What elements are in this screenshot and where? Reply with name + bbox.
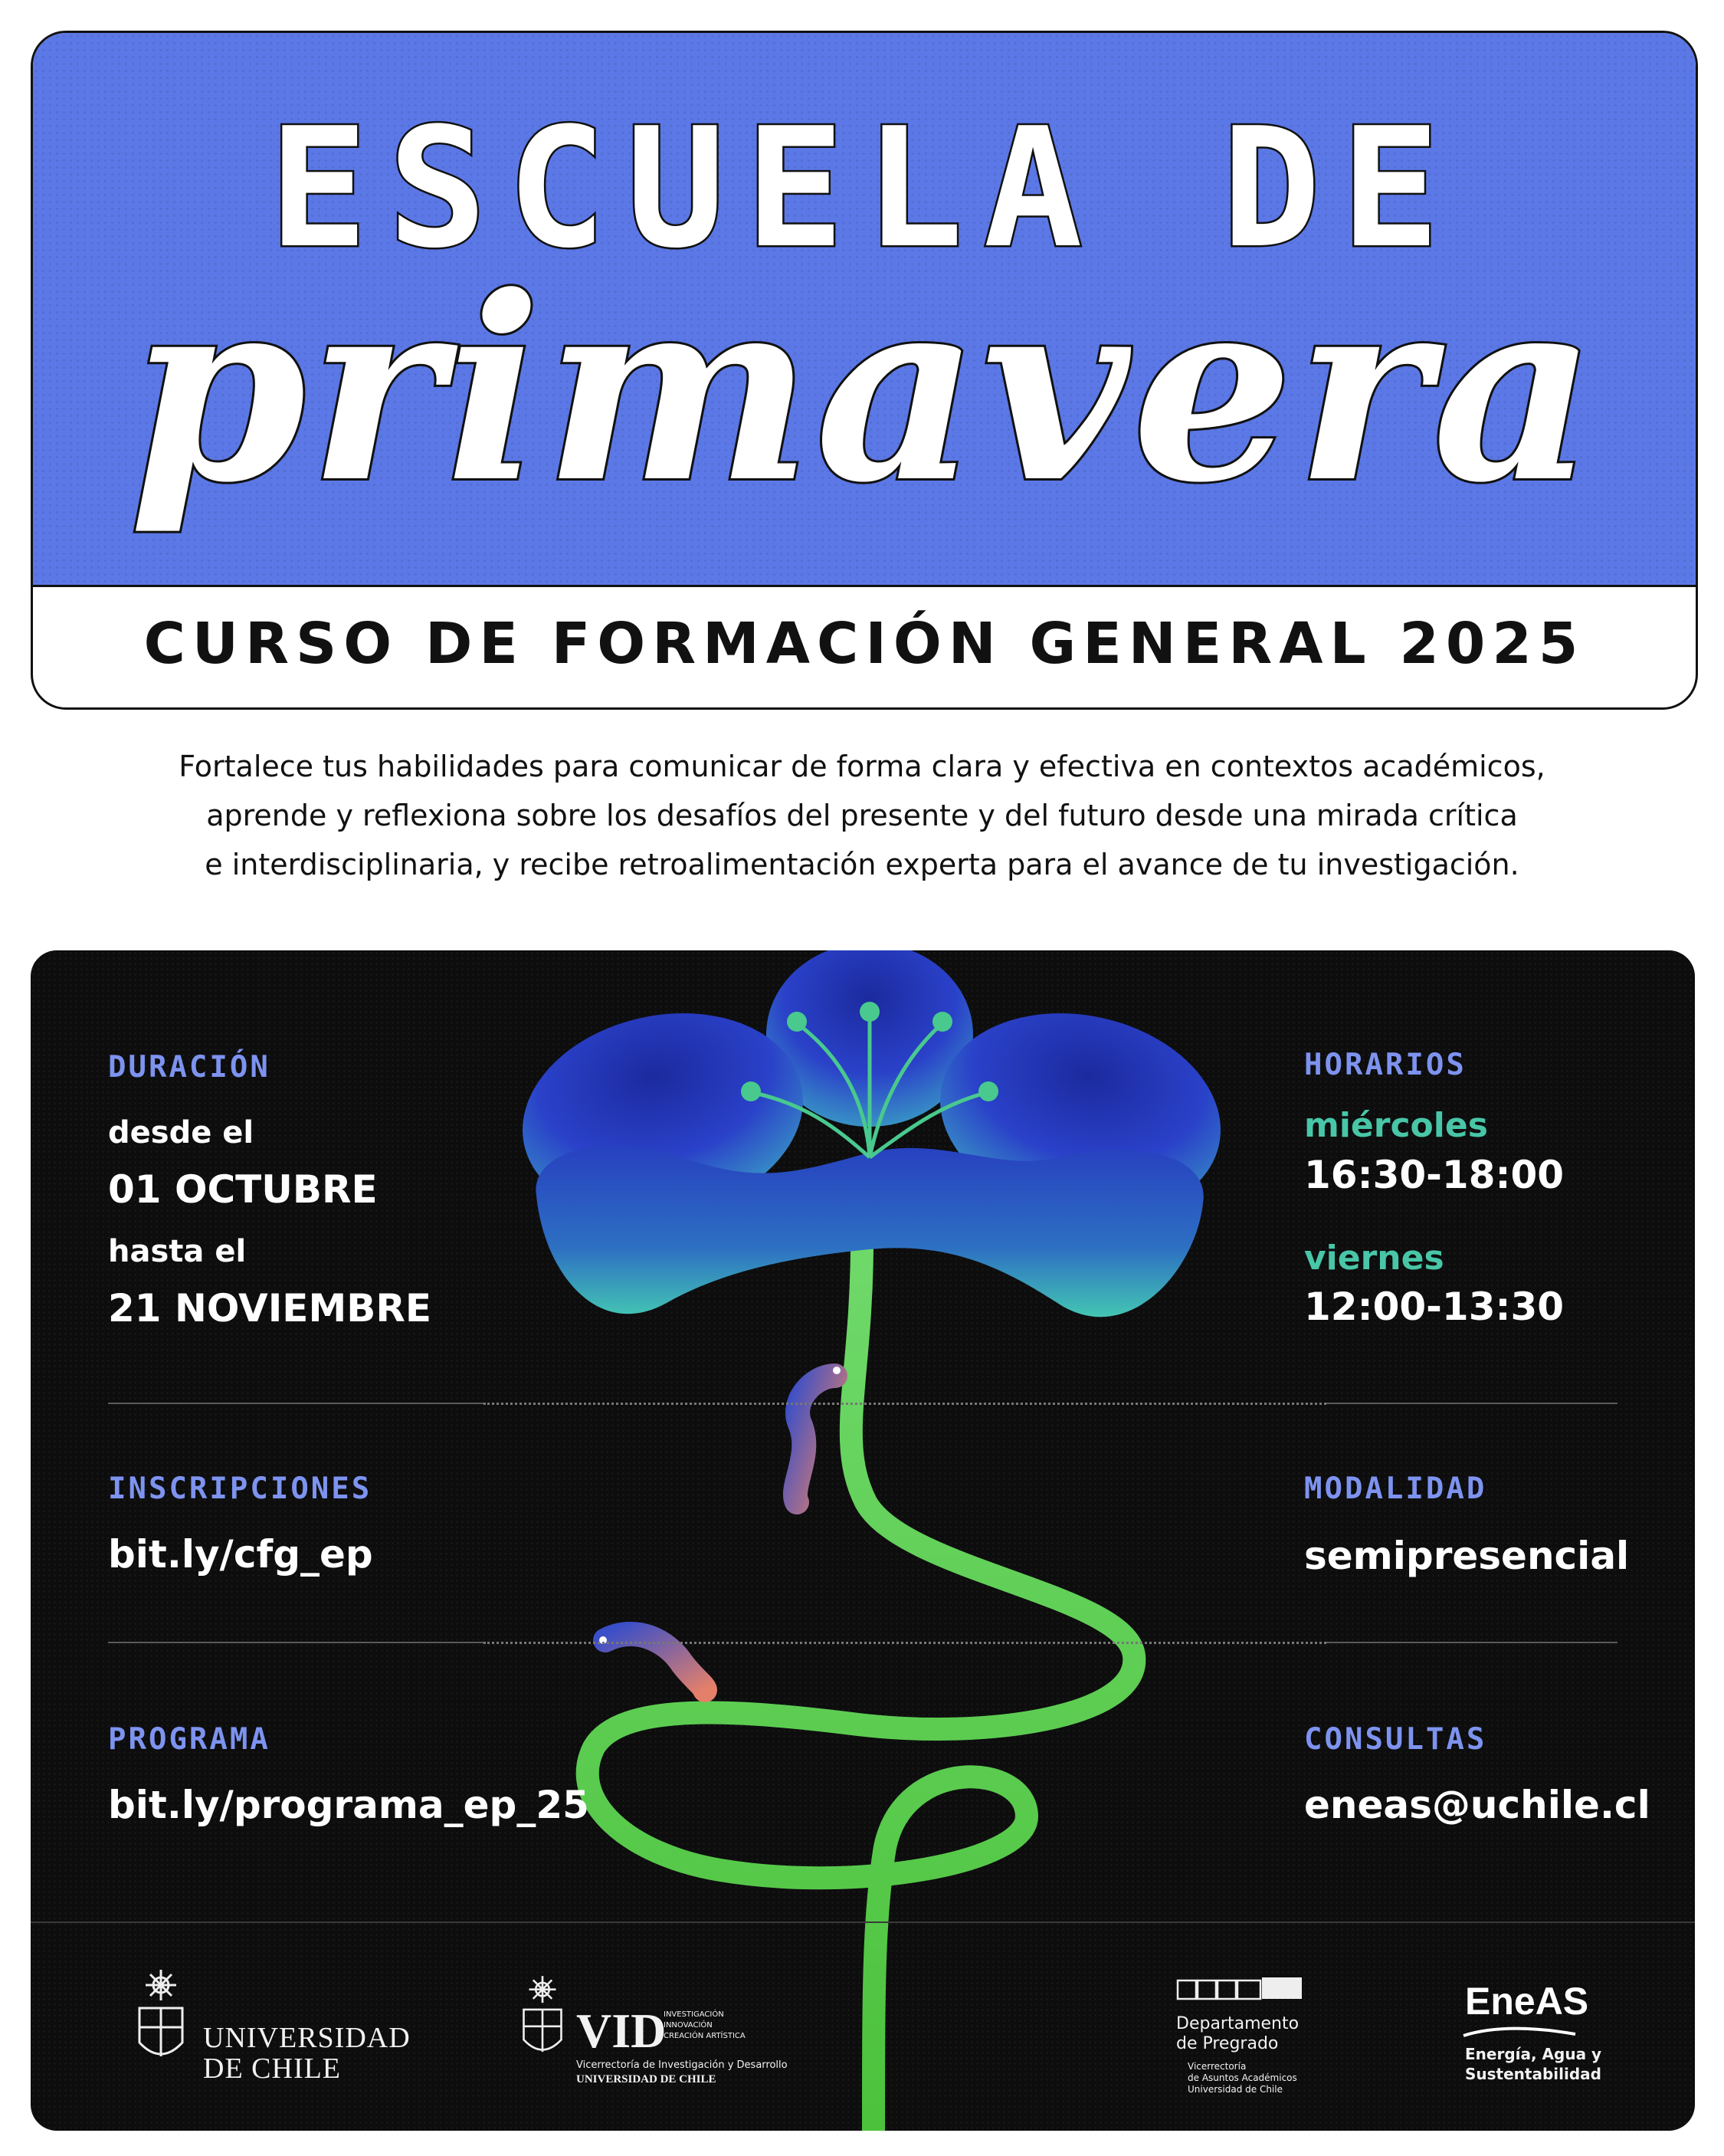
modality-label: MODALIDAD bbox=[1304, 1472, 1487, 1506]
registration-label: INSCRIPCIONES bbox=[108, 1472, 372, 1506]
vid-title: VID bbox=[576, 2003, 667, 2058]
vid-small-2: INNOVACIÓN bbox=[664, 2021, 713, 2030]
schedule-day-1: miércoles bbox=[1304, 1106, 1488, 1145]
info-panel bbox=[31, 950, 1695, 2131]
contact-email[interactable]: eneas@uchile.cl bbox=[1304, 1783, 1650, 1827]
flower-stem bbox=[588, 1242, 1135, 2131]
worm-upper-eye bbox=[833, 1367, 841, 1374]
title-escuela-de: ESCUELA DE bbox=[268, 92, 1460, 284]
registration-link[interactable]: bit.ly/cfg_ep bbox=[108, 1532, 373, 1577]
divider-dotted-2 bbox=[483, 1642, 1326, 1644]
schedule-time-2: 12:00-13:30 bbox=[1304, 1285, 1565, 1329]
schedule-day-2: viernes bbox=[1304, 1239, 1444, 1278]
pregrado-line-3: Vicerrectoría bbox=[1188, 2061, 1247, 2072]
footer-divider bbox=[31, 1921, 1695, 1923]
program-link[interactable]: bit.ly/programa_ep_25 bbox=[108, 1783, 589, 1827]
intro-line-3: e interdisciplinaria, y recibe retroalimentación experta para el avance de tu investigación. bbox=[205, 848, 1519, 881]
eneas-line-2: Sustentabilidad bbox=[1465, 2065, 1601, 2083]
program-label: PROGRAMA bbox=[108, 1722, 270, 1757]
divider-right-1 bbox=[1326, 1403, 1617, 1404]
vid-small-3: CREACIÓN ARTÍSTICA bbox=[664, 2032, 746, 2040]
divider-left-1 bbox=[108, 1403, 483, 1404]
duration-from-date: 01 OCTUBRE bbox=[108, 1167, 378, 1212]
vid-crest-icon bbox=[516, 1966, 569, 2073]
worm-upper bbox=[795, 1376, 835, 1502]
header-card bbox=[31, 31, 1698, 710]
pregrado-line-2: de Pregrado bbox=[1176, 2034, 1279, 2053]
title-primavera: primavera bbox=[129, 241, 1600, 538]
course-subtitle: CURSO DE FORMACIÓN GENERAL 2025 bbox=[143, 611, 1585, 677]
eneas-title: EneAS bbox=[1465, 1980, 1589, 2023]
uchile-line-1: UNIVERSIDAD bbox=[203, 2022, 411, 2054]
divider-left-2 bbox=[108, 1642, 483, 1643]
vid-line-2: UNIVERSIDAD DE CHILE bbox=[576, 2073, 716, 2085]
schedule-time-1: 16:30-18:00 bbox=[1304, 1153, 1565, 1197]
modality-value: semipresencial bbox=[1304, 1534, 1630, 1578]
vid-small-1: INVESTIGACIÓN bbox=[664, 2010, 724, 2019]
uchile-logo: UNIVERSIDAD DE CHILE } bbox=[31, 950, 411, 2085]
duration-to-date: 21 NOVIEMBRE bbox=[108, 1286, 431, 1331]
uchile-line-2: DE CHILE bbox=[203, 2053, 342, 2085]
contact-label: CONSULTAS bbox=[1304, 1722, 1487, 1757]
duration-to-label: hasta el bbox=[108, 1234, 247, 1269]
schedule-label: HORARIOS bbox=[1304, 1048, 1467, 1082]
pregrado-line-5: Universidad de Chile bbox=[1188, 2084, 1283, 2095]
intro-paragraph bbox=[46, 742, 1678, 889]
eneas-line-1: Energía, Agua y bbox=[1465, 2045, 1602, 2063]
divider-dotted-1 bbox=[483, 1403, 1326, 1405]
uchile-crest-icon bbox=[130, 1966, 192, 2073]
intro-line-2: aprende y reflexiona sobre los desafíos del presente y del futuro desde una mirada crítica bbox=[206, 799, 1518, 832]
duration-label: DURACIÓN bbox=[108, 1050, 270, 1085]
pregrado-squares-icon bbox=[1176, 1976, 1306, 2002]
vid-line-1: Vicerrectoría de Investigación y Desarrollo bbox=[576, 2059, 788, 2071]
pregrado-line-1: Departamento bbox=[1176, 2014, 1300, 2033]
header-banner bbox=[33, 33, 1696, 587]
divider-right-2 bbox=[1326, 1642, 1617, 1643]
intro-line-1: Fortalece tus habilidades para comunicar de forma clara y efectiva en contextos académicos, bbox=[179, 750, 1545, 783]
eneas-wave-icon bbox=[1462, 2023, 1577, 2040]
pregrado-line-4: de Asuntos Académicos bbox=[1188, 2072, 1297, 2083]
duration-from-label: desde el bbox=[108, 1115, 254, 1150]
